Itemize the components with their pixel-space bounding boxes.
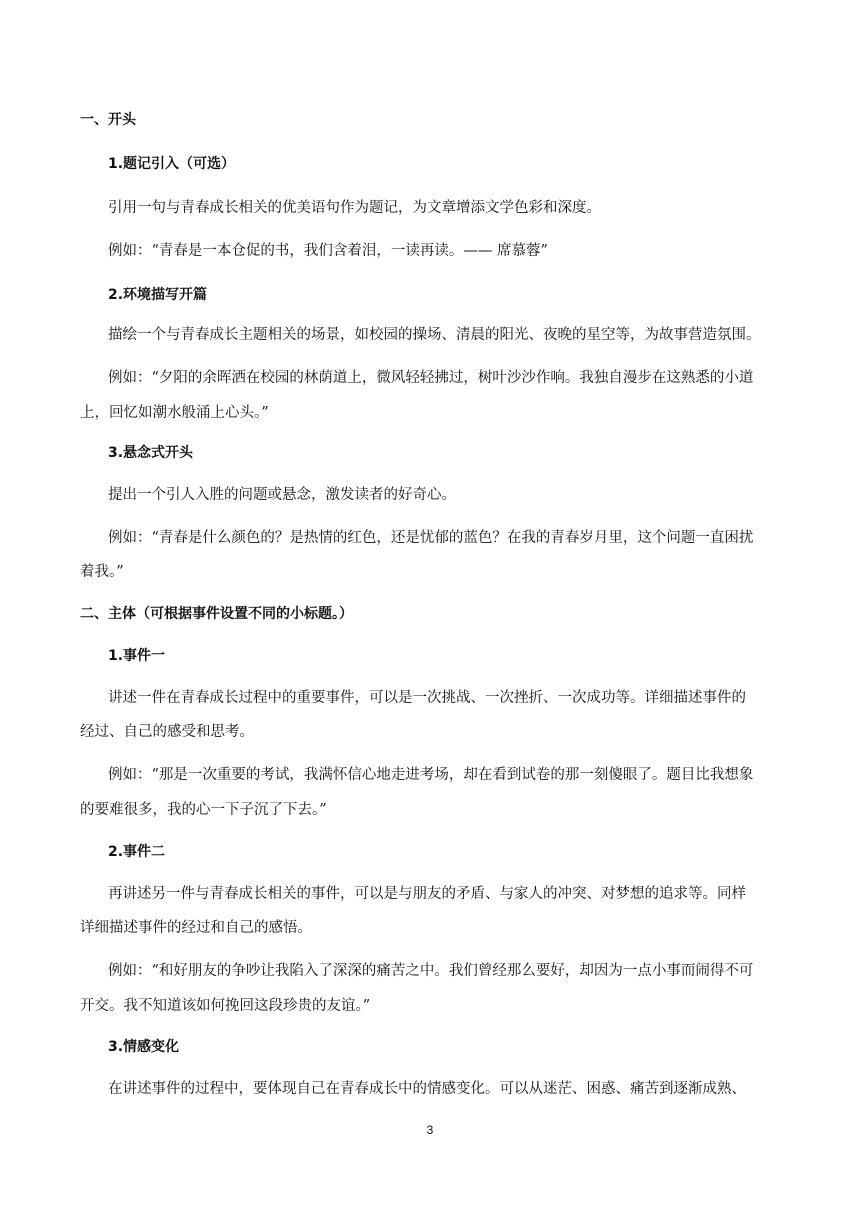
example-paragraph-line: 例如：“那是一次重要的考试，我满怀信心地走进考场，却在看到试卷的那一刻傻眼了。题目比我想象	[108, 767, 754, 783]
example-paragraph-line: 例如：“和好朋友的争吵让我陷入了深深的痛苦之中。我们曾经那么要好，却因为一点小事而闹得不可	[108, 963, 754, 979]
example-paragraph-line: 开交。我不知道该如何挽回这段珍贵的友谊。”	[80, 998, 371, 1014]
subheading-suspense: 3.悬念式开头	[108, 445, 194, 461]
paragraph: 引用一句与青春成长相关的优美语句作为题记，为文章增添文学色彩和深度。	[108, 200, 601, 216]
section-heading-body: 二、主体（可根据事件设置不同的小标题。）	[80, 606, 353, 622]
example-paragraph-line: 着我。”	[80, 564, 124, 580]
paragraph: 描绘一个与青春成长主题相关的场景，如校园的操场、清晨的阳光、夜晚的星空等，为故事营造氛围。	[108, 327, 761, 343]
section-heading-opening: 一、开头	[80, 112, 136, 128]
subheading-epigraph: 1.题记引入（可选）	[108, 156, 236, 172]
paragraph-line: 再讲述另一件与青春成长相关的事件，可以是与朋友的矛盾、与家人的冲突、对梦想的追求等。同样	[108, 886, 746, 902]
page-number: 3	[426, 1123, 434, 1137]
example-paragraph-line: 例如：“青春是什么颜色的？是热情的红色，还是忧郁的蓝色？在我的青春岁月里，这个问题一直困扰	[108, 530, 754, 546]
paragraph-line: 经过、自己的感受和思考。	[80, 724, 254, 740]
paragraph: 提出一个引人入胜的问题或悬念，激发读者的好奇心。	[108, 487, 456, 503]
example-paragraph: 例如：“青春是一本仓促的书，我们含着泪，一读再读。—— 席慕蓉”	[108, 243, 548, 259]
example-paragraph-line: 的要难很多，我的心一下子沉了下去。”	[80, 802, 327, 818]
paragraph-line: 详细描述事件的经过和自己的感悟。	[80, 920, 312, 936]
paragraph-line: 讲述一件在青春成长过程中的重要事件，可以是一次挑战、一次挫折、一次成功等。详细描述事件的	[108, 690, 746, 706]
example-paragraph-line: 例如：“夕阳的余晖洒在校园的林荫道上，微风轻轻拂过，树叶沙沙作响。我独自漫步在这熟悉的小道	[108, 370, 754, 386]
subheading-event-two: 2.事件二	[108, 844, 166, 860]
paragraph-line: 在讲述事件的过程中，要体现自己在青春成长中的情感变化。可以从迷茫、困惑、痛苦到逐渐成熟、	[108, 1081, 746, 1097]
subheading-event-one: 1.事件一	[108, 648, 166, 664]
example-paragraph-line: 上，回忆如潮水般涌上心头。”	[80, 405, 269, 421]
subheading-environment: 2.环境描写开篇	[108, 287, 208, 303]
subheading-emotional-change: 3.情感变化	[108, 1039, 180, 1055]
